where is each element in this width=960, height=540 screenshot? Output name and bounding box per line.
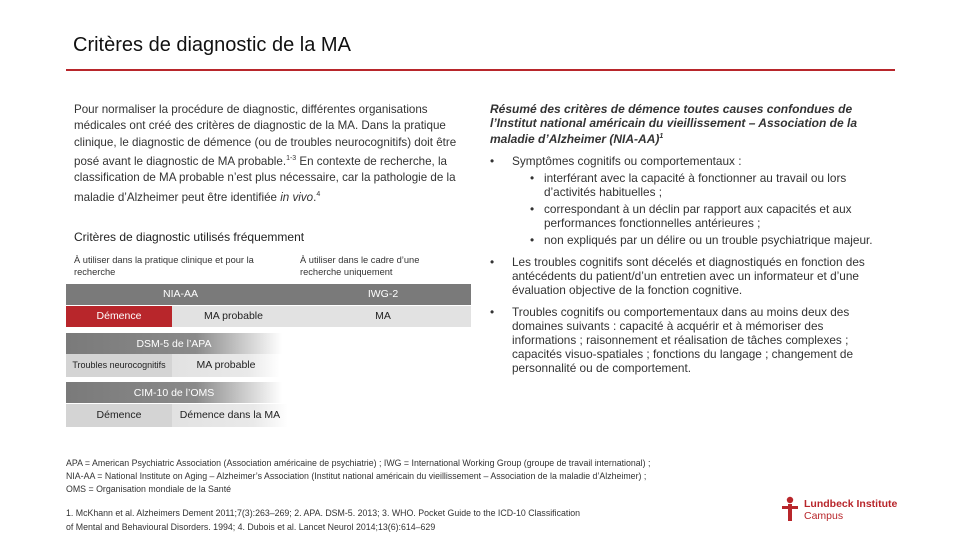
summary-title xyxy=(490,102,890,146)
nia-aa-dementia: Démence xyxy=(66,306,172,327)
icd10-header: CIM-10 de l’OMS xyxy=(66,382,282,403)
abbreviation-line: APA = American Psychiatric Association (Association américaine de psychiatrie) ; IWG = International Working Group (groupe de travail international) ; xyxy=(66,458,651,468)
list-item xyxy=(490,305,890,375)
lundbeck-logo xyxy=(780,496,900,524)
nia-aa-probable-ad: MA probable xyxy=(172,306,295,327)
summary-sub-1: interférant avec la capacité à fonctionner au travail ou lors d’activités habituelles ; xyxy=(544,171,847,199)
list-subitem xyxy=(512,171,890,199)
iwg2-header: IWG-2 xyxy=(295,284,471,305)
clinical-use-note: À utiliser dans la pratique clinique et pour la recherche xyxy=(74,255,254,277)
research-use-note: À utiliser dans le cadre d’une recherche uniquement xyxy=(300,255,420,277)
intro-italic: in vivo xyxy=(280,190,314,204)
summary-title-sup: 1 xyxy=(659,133,664,140)
summary-sub-3: non expliqués par un délire ou un trouble psychiatrique majeur. xyxy=(544,233,873,247)
bullet: • xyxy=(490,154,495,168)
abbreviation-line: NIA-AA = National Institute on Aging – Alzheimer’s Association (Institut national américain du vieillissement – Association de la maladie d’Alzheimer) ; xyxy=(66,471,647,481)
page-title: Critères de diagnostic de la MA xyxy=(73,34,351,56)
icd10-dementia-in-ad: Démence dans la MA xyxy=(172,404,288,427)
summary-sub-2: correspondant à un déclin par rapport aux capacités et aux performances fonctionnelles antérieures ; xyxy=(544,202,852,230)
criteria-heading: Critères de diagnostic utilisés fréquemment xyxy=(74,230,305,244)
list-item xyxy=(490,154,890,247)
abbreviations xyxy=(66,457,766,496)
intro-text-3: . xyxy=(313,190,317,204)
intro-sup-1: 1-3 xyxy=(286,155,297,163)
abbreviation-line: OMS = Organisation mondiale de la Santé xyxy=(66,484,232,494)
bullet: • xyxy=(530,171,535,185)
iwg2-ad: MA xyxy=(295,306,471,327)
dsm5-header: DSM-5 de l’APA xyxy=(66,333,282,354)
intro-sup-2: 4 xyxy=(316,190,321,198)
intro-paragraph xyxy=(74,102,476,206)
intro-text-2: En contexte de recherche, la classification de MA probable n’est plus nécessaire, car la pathologie de la maladie d’Alzheimer peut être identifiée xyxy=(74,155,456,204)
bullet: • xyxy=(490,255,495,269)
intro-text-1: Pour normaliser la procédure de diagnostic, différentes organisations médicales ont créé des critères de diagnostic de la MA. Dans la pratique clinique, le diagnostic de démence (ou de troubles neurocognitifs) doit être posé avant le diagnostic de MA probable. xyxy=(74,103,457,169)
list-item xyxy=(490,255,890,297)
summary-list xyxy=(490,154,890,381)
nia-aa-header: NIA-AA xyxy=(66,284,295,305)
dsm5-probable-ad: MA probable xyxy=(172,354,280,377)
summary-title-text: Résumé des critères de démence toutes causes confondues de l’Institut national américain du vieillissement – Association de la maladie d’Alzheimer (NIA-AA) xyxy=(490,102,857,146)
list-subitem xyxy=(512,202,890,230)
bullet: • xyxy=(530,202,535,216)
icd10-dementia: Démence xyxy=(66,404,172,427)
list-subitem xyxy=(512,233,890,247)
person-figure-icon xyxy=(780,496,800,522)
references xyxy=(66,506,686,534)
bullet: • xyxy=(490,305,495,319)
summary-item-2: Les troubles cognitifs sont décelés et diagnostiqués en fonction des antécédents du patient/d’un entretien avec un informateur et d’une évaluation objective de la fonction cognitive. xyxy=(512,255,865,297)
title-divider xyxy=(66,69,895,71)
reference-line: of Mental and Behavioural Disorders. 1994; 4. Dubois et al. Lancet Neurol 2014;13(6):614–629 xyxy=(66,522,436,532)
summary-item-3: Troubles cognitifs ou comportementaux dans au moins deux des domaines suivants : capacité à acquérir et à mémoriser des informations ; raisonnement et réalisation de tâches complexes ; capacités visuo-spatiales ; fonctions du langage ; changement de personnalité ou de comportement. xyxy=(512,305,854,375)
reference-line: 1. McKhann et al. Alzheimers Dement 2011;7(3):263–269; 2. APA. DSM-5. 2013; 3. WHO. Pocket Guide to the ICD-10 Classification xyxy=(66,508,581,518)
logo-line-1: Lundbeck Institute xyxy=(804,498,898,510)
summary-item-1: Symptômes cognitifs ou comportementaux : xyxy=(512,154,742,168)
bullet: • xyxy=(530,233,535,247)
dsm5-neurocognitive: Troubles neurocognitifs xyxy=(66,354,172,377)
logo-line-2: Campus xyxy=(804,510,844,522)
